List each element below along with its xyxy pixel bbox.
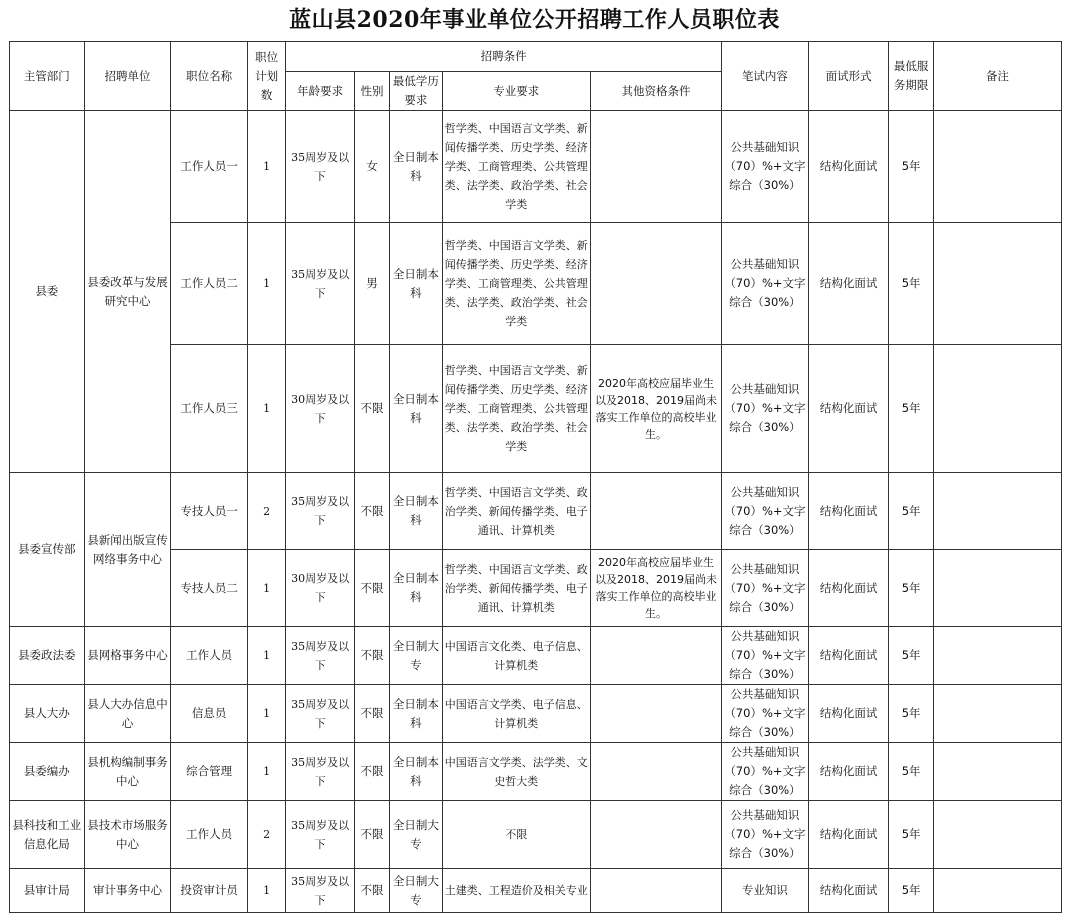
cell-edu: 全日制本科 [390,345,442,473]
header-age: 年龄要求 [286,72,355,111]
header-edu: 最低学历要求 [390,72,442,111]
cell-major: 中国语言文学类、法学类、文史哲大类 [442,743,590,801]
header-interview: 面试形式 [808,42,889,111]
cell-interview: 结构化面试 [808,223,889,345]
cell-service: 5年 [889,223,933,345]
cell-position: 专技人员一 [171,473,248,550]
cell-major: 中国语言文学类、电子信息、计算机类 [442,685,590,743]
cell-dept: 县审计局 [10,869,85,913]
cell-unit: 县机构编制事务中心 [84,743,171,801]
header-dept: 主管部门 [10,42,85,111]
cell-remark [933,111,1061,223]
cell-service: 5年 [889,869,933,913]
cell-gender: 男 [354,223,389,345]
cell-service: 5年 [889,685,933,743]
cell-gender: 不限 [354,345,389,473]
cell-unit: 县网格事务中心 [84,627,171,685]
cell-service: 5年 [889,473,933,550]
cell-plan: 1 [248,869,286,913]
cell-remark [933,869,1061,913]
cell-plan: 1 [248,223,286,345]
cell-gender: 不限 [354,869,389,913]
cell-major: 土建类、工程造价及相关专业 [442,869,590,913]
cell-service: 5年 [889,111,933,223]
cell-major: 中国语言文化类、电子信息、计算机类 [442,627,590,685]
cell-age: 35周岁及以下 [286,473,355,550]
cell-dept: 县人大办 [10,685,85,743]
table-row [10,743,1062,801]
cell-other [590,111,721,223]
cell-unit: 县新闻出版宣传网络事务中心 [84,473,171,627]
cell-position: 工作人员 [171,627,248,685]
cell-exam: 公共基础知识（70）%+文字综合（30%） [722,801,809,869]
cell-gender: 不限 [354,801,389,869]
cell-age: 35周岁及以下 [286,869,355,913]
cell-exam: 公共基础知识（70）%+文字综合（30%） [722,627,809,685]
cell-age: 30周岁及以下 [286,345,355,473]
cell-unit: 审计事务中心 [84,869,171,913]
cell-exam: 公共基础知识（70）%+文字综合（30%） [722,345,809,473]
cell-edu: 全日制本科 [390,223,442,345]
cell-exam: 公共基础知识（70）%+文字综合（30%） [722,685,809,743]
cell-gender: 不限 [354,627,389,685]
cell-age: 35周岁及以下 [286,627,355,685]
cell-plan: 1 [248,550,286,627]
cell-plan: 1 [248,685,286,743]
cell-position: 投资审计员 [171,869,248,913]
cell-edu: 全日制本科 [390,743,442,801]
cell-interview: 结构化面试 [808,345,889,473]
header-exam: 笔试内容 [722,42,809,111]
cell-major: 哲学类、中国语言文学类、政治学类、新闻传播学类、电子通讯、计算机类 [442,550,590,627]
cell-major: 哲学类、中国语言文学类、政治学类、新闻传播学类、电子通讯、计算机类 [442,473,590,550]
cell-plan: 1 [248,111,286,223]
table-row [10,473,1062,550]
cell-remark [933,345,1061,473]
cell-dept: 县委 [10,111,85,473]
cell-age: 35周岁及以下 [286,801,355,869]
cell-exam: 专业知识 [722,869,809,913]
cell-other [590,627,721,685]
cell-age: 35周岁及以下 [286,685,355,743]
cell-plan: 1 [248,345,286,473]
cell-exam: 公共基础知识（70）%+文字综合（30%） [722,550,809,627]
header-gender: 性别 [354,72,389,111]
table-row [10,685,1062,743]
cell-gender: 不限 [354,743,389,801]
table-row [10,801,1062,869]
cell-position: 工作人员三 [171,345,248,473]
cell-edu: 全日制本科 [390,473,442,550]
cell-remark [933,627,1061,685]
cell-position: 工作人员 [171,801,248,869]
cell-interview: 结构化面试 [808,743,889,801]
cell-remark [933,743,1061,801]
cell-service: 5年 [889,743,933,801]
cell-dept: 县科技和工业信息化局 [10,801,85,869]
table-row [10,111,1062,223]
cell-remark [933,685,1061,743]
cell-exam: 公共基础知识（70）%+文字综合（30%） [722,111,809,223]
cell-dept: 县委政法委 [10,627,85,685]
cell-service: 5年 [889,550,933,627]
cell-exam: 公共基础知识（70）%+文字综合（30%） [722,473,809,550]
cell-plan: 2 [248,801,286,869]
cell-service: 5年 [889,627,933,685]
cell-service: 5年 [889,801,933,869]
cell-unit: 县人大办信息中心 [84,685,171,743]
cell-age: 35周岁及以下 [286,223,355,345]
header-unit: 招聘单位 [84,42,171,111]
job-table [9,41,1062,913]
cell-plan: 1 [248,627,286,685]
cell-age: 35周岁及以下 [286,111,355,223]
cell-major: 哲学类、中国语言文学类、新闻传播学类、历史学类、经济学类、工商管理类、公共管理类、法学类、政治学类、社会学类 [442,223,590,345]
cell-interview: 结构化面试 [808,869,889,913]
cell-major: 不限 [442,801,590,869]
cell-other [590,473,721,550]
header-plan: 职位计划数 [248,42,286,111]
cell-interview: 结构化面试 [808,801,889,869]
cell-gender: 不限 [354,550,389,627]
cell-position: 工作人员一 [171,111,248,223]
cell-plan: 1 [248,743,286,801]
cell-other: 2020年高校应届毕业生以及2018、2019届尚未落实工作单位的高校毕业生。 [590,345,721,473]
cell-exam: 公共基础知识（70）%+文字综合（30%） [722,743,809,801]
header-remark: 备注 [933,42,1061,111]
cell-dept: 县委宣传部 [10,473,85,627]
cell-remark [933,801,1061,869]
cell-gender: 女 [354,111,389,223]
cell-other [590,801,721,869]
cell-plan: 2 [248,473,286,550]
cell-other [590,223,721,345]
cell-edu: 全日制大专 [390,869,442,913]
header-other: 其他资格条件 [590,72,721,111]
cell-interview: 结构化面试 [808,627,889,685]
header-position: 职位名称 [171,42,248,111]
cell-remark [933,550,1061,627]
cell-other [590,685,721,743]
cell-major: 哲学类、中国语言文学类、新闻传播学类、历史学类、经济学类、工商管理类、公共管理类、法学类、政治学类、社会学类 [442,111,590,223]
cell-other: 2020年高校应届毕业生以及2018、2019届尚未落实工作单位的高校毕业生。 [590,550,721,627]
cell-edu: 全日制本科 [390,550,442,627]
cell-remark [933,223,1061,345]
header-conditions: 招聘条件 [286,42,722,72]
cell-other [590,869,721,913]
header-major: 专业要求 [442,72,590,111]
table-row [10,627,1062,685]
table-row [10,869,1062,913]
cell-gender: 不限 [354,685,389,743]
cell-age: 35周岁及以下 [286,743,355,801]
cell-edu: 全日制本科 [390,685,442,743]
cell-unit: 县委改革与发展研究中心 [84,111,171,473]
cell-unit: 县技术市场服务中心 [84,801,171,869]
header-service: 最低服务期限 [889,42,933,111]
cell-gender: 不限 [354,473,389,550]
cell-edu: 全日制大专 [390,801,442,869]
page-title: 蓝山县2020年事业单位公开招聘工作人员职位表 [289,7,780,33]
cell-exam: 公共基础知识（70）%+文字综合（30%） [722,223,809,345]
cell-other [590,743,721,801]
cell-interview: 结构化面试 [808,685,889,743]
cell-edu: 全日制本科 [390,111,442,223]
cell-position: 信息员 [171,685,248,743]
cell-position: 综合管理 [171,743,248,801]
cell-interview: 结构化面试 [808,111,889,223]
cell-interview: 结构化面试 [808,473,889,550]
cell-position: 专技人员二 [171,550,248,627]
cell-service: 5年 [889,345,933,473]
cell-age: 30周岁及以下 [286,550,355,627]
cell-major: 哲学类、中国语言文学类、新闻传播学类、历史学类、经济学类、工商管理类、公共管理类、法学类、政治学类、社会学类 [442,345,590,473]
cell-remark [933,473,1061,550]
cell-dept: 县委编办 [10,743,85,801]
cell-interview: 结构化面试 [808,550,889,627]
cell-edu: 全日制大专 [390,627,442,685]
cell-position: 工作人员二 [171,223,248,345]
